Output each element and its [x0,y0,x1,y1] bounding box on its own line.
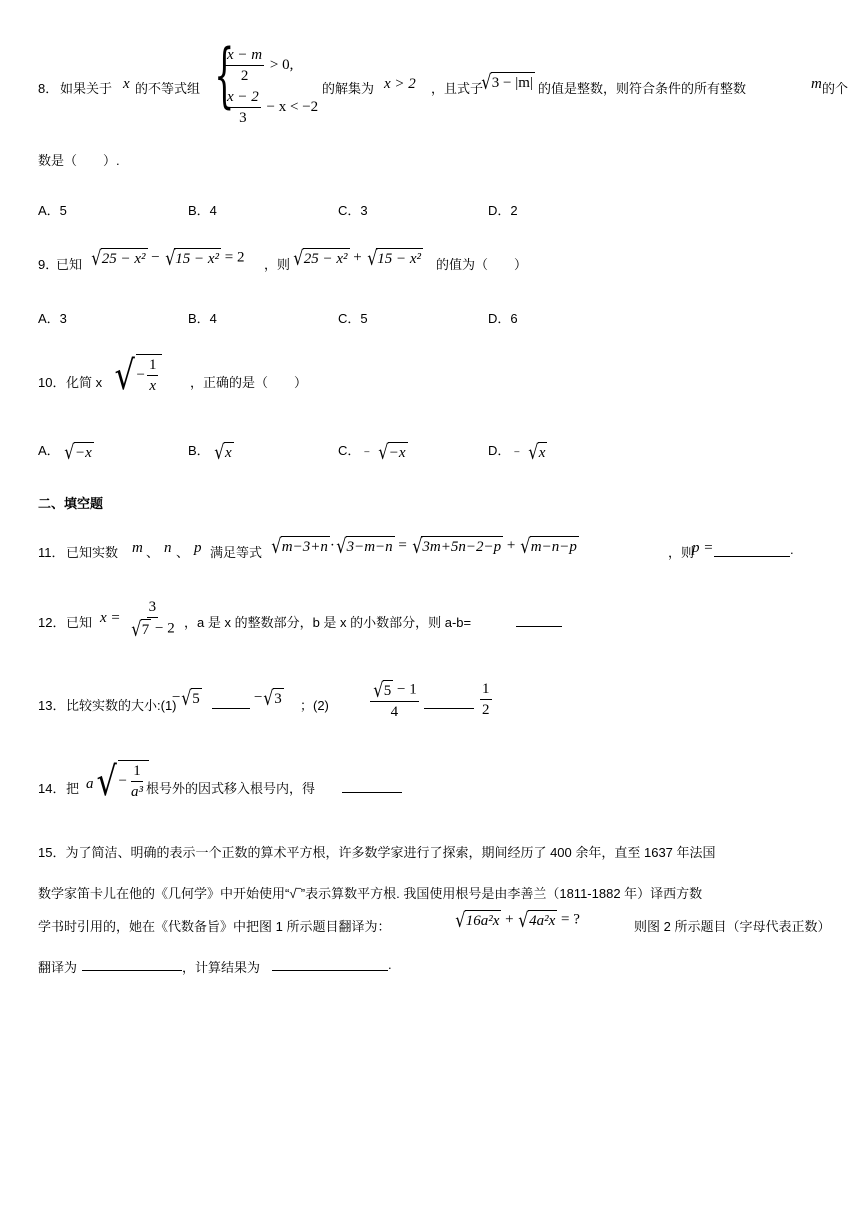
q9-text-pre: 已知 [56,257,83,272]
q15-line-3-pre: 学书时引用的，她在《代数备旨》中把图 1 所示题目翻译为： [38,919,391,934]
q8-text-pre: 如果关于 [60,81,113,96]
q9-option-d[interactable]: D．6 [488,311,518,326]
q8-option-b[interactable]: B．4 [188,203,217,218]
q12-number: 12． [38,615,66,630]
q12-answer-blank[interactable] [516,612,562,627]
q9-text-end: 的值为（ ） [436,257,528,272]
q8-option-d[interactable]: D．2 [488,203,518,218]
q15-line-1: 15．为了简洁、明确的表示一个正数的算术平方根，许多数学家进行了探索，期间经历了 400 余年，直至 1637 年法国 [38,845,716,860]
q11-number: 11． [38,545,65,560]
q13-expr-1: − √ 5 [172,686,200,710]
q9-expression: √ 25 − x² + √ 15 − x² [293,246,422,270]
q9-text-mid: ，则 [264,257,291,272]
q10-text-pre: 化简 x [66,375,103,390]
q11-sep-1: 、 [146,545,160,560]
q8-line-2: 数是（ ）. [38,153,120,168]
q8-inequality-2: $\frac{x - 2}{3}$ − x < −2 [227,89,319,126]
q14-radical: √ − $\frac{1}{\text{a³}}$ [94,760,149,804]
q15-line-4-pre: 翻译为 [38,960,78,975]
q8-var-m: m [811,76,822,92]
q15-line-2: 数学家笛卡儿在他的《几何学》中开始使用“√‾”表示算数平方根. 我国使用根号是由李善兰（1811-1882 年）译西方数 [38,886,703,901]
section-title: 二、填空题 [38,496,104,511]
question-14 [38,760,828,810]
q10-option-a[interactable]: A． √ −x [38,439,92,464]
q13-fraction-2: $\frac{1}{2}$ [482,681,490,718]
q10-option-c[interactable]: C．﹣ √ −x [338,439,406,464]
q8-option-a[interactable]: A．5 [38,203,67,218]
q11-var-m: m [132,540,143,556]
q15-line-3 [38,908,831,938]
q11-var-n: n [164,540,172,556]
q15-line-4-end: . [388,957,392,972]
q11-text-end: . [790,542,794,557]
q10-number: 10． [38,375,66,390]
q13-answer-blank-1[interactable] [212,694,250,709]
q11-var-p: p [194,540,202,556]
q8-condition: x > 2 [384,76,416,92]
q8-text-mid1: 的不等式组 [135,81,201,96]
q8-option-c[interactable]: C．3 [338,203,368,218]
q11-lhs: p = [692,540,714,556]
q11-sep-2: 、 [176,545,190,560]
question-10 [38,354,438,404]
q11-text-then: ，则 [668,545,695,560]
sqrt-icon: √ [481,70,492,94]
q8-text-mid3: ，且式子 [431,81,484,96]
q9-number: 9． [38,257,59,272]
q9-option-c[interactable]: C．5 [338,311,368,326]
q14-answer-blank[interactable] [342,778,402,793]
question-13 [38,680,828,726]
q10-option-b[interactable]: B． √ x [188,439,232,464]
q10-radical: √ − $\frac{1}{x}$ [112,354,162,398]
q14-number: 14． [38,781,66,796]
q8-inequality-1: $\frac{x - m}{2}$ > 0, [227,47,294,84]
q8-sqrt-expression: √ 3 − |m| [481,70,533,94]
q8-text-mid2: 的解集为 [322,81,375,96]
q13-text-pre: 比较实数的大小:(1) [66,698,177,713]
q8-text-end: 的个 [822,81,849,96]
q11-text-mid: 满足等式 [210,545,263,560]
q12-text-pre: 已知 [66,615,93,630]
q9-option-a[interactable]: A．3 [38,311,67,326]
q8-var-x: x [123,76,130,92]
q15-line-3-end: 则图 2 所示题目（字母代表正数） [634,919,831,934]
left-brace-icon: { [214,34,235,116]
q10-option-d[interactable]: D．﹣ √ x [488,439,546,464]
q12-text-end: ，a 是 x 的整数部分，b 是 x 的小数部分，则 a-b= [184,615,472,630]
q8-text-mid4: 的值是整数，则符合条件的所有整数 [538,81,747,96]
question-9 [38,248,828,276]
q12-lhs: x = [100,610,121,626]
q12-fraction: 3 √ 7 − 2 [131,599,175,641]
q8-number: 8． [38,81,59,96]
q10-text-end: ，正确的是（ ） [190,375,308,390]
q11-equation: √ m−3+n · √ 3−m−n = √ 3m+5n−2−p + √ m−n−p [271,534,577,558]
q9-equation: √ 25 − x² − √ 15 − x² = 2 [91,246,245,270]
question-8 [38,34,849,134]
q11-text-pre: 已知实数 [66,545,119,560]
q13-text-mid: ；(2) [300,698,329,713]
q14-var-a: a [86,776,94,792]
q13-answer-blank-2[interactable] [424,694,474,709]
q15-line-4 [38,954,828,974]
q9-option-b[interactable]: B．4 [188,311,217,326]
q13-fraction-1: √ 5 − 1 4 [368,680,421,721]
q14-text-end: 根号外的因式移入根号内，得 [146,781,316,796]
question-11 [38,536,828,566]
q14-text-pre: 把 [66,781,80,796]
question-12 [38,598,828,644]
q11-answer-blank[interactable] [714,540,790,557]
q15-expression: √ 16a²x + √ 4a²x = ? [455,908,580,932]
q15-line-4-mid: ，计算结果为 [182,960,261,975]
q15-answer-blank-1[interactable] [82,956,182,971]
q15-answer-blank-2[interactable] [272,956,388,971]
q13-number: 13． [38,698,66,713]
q13-expr-2: − √ 3 [254,686,282,710]
